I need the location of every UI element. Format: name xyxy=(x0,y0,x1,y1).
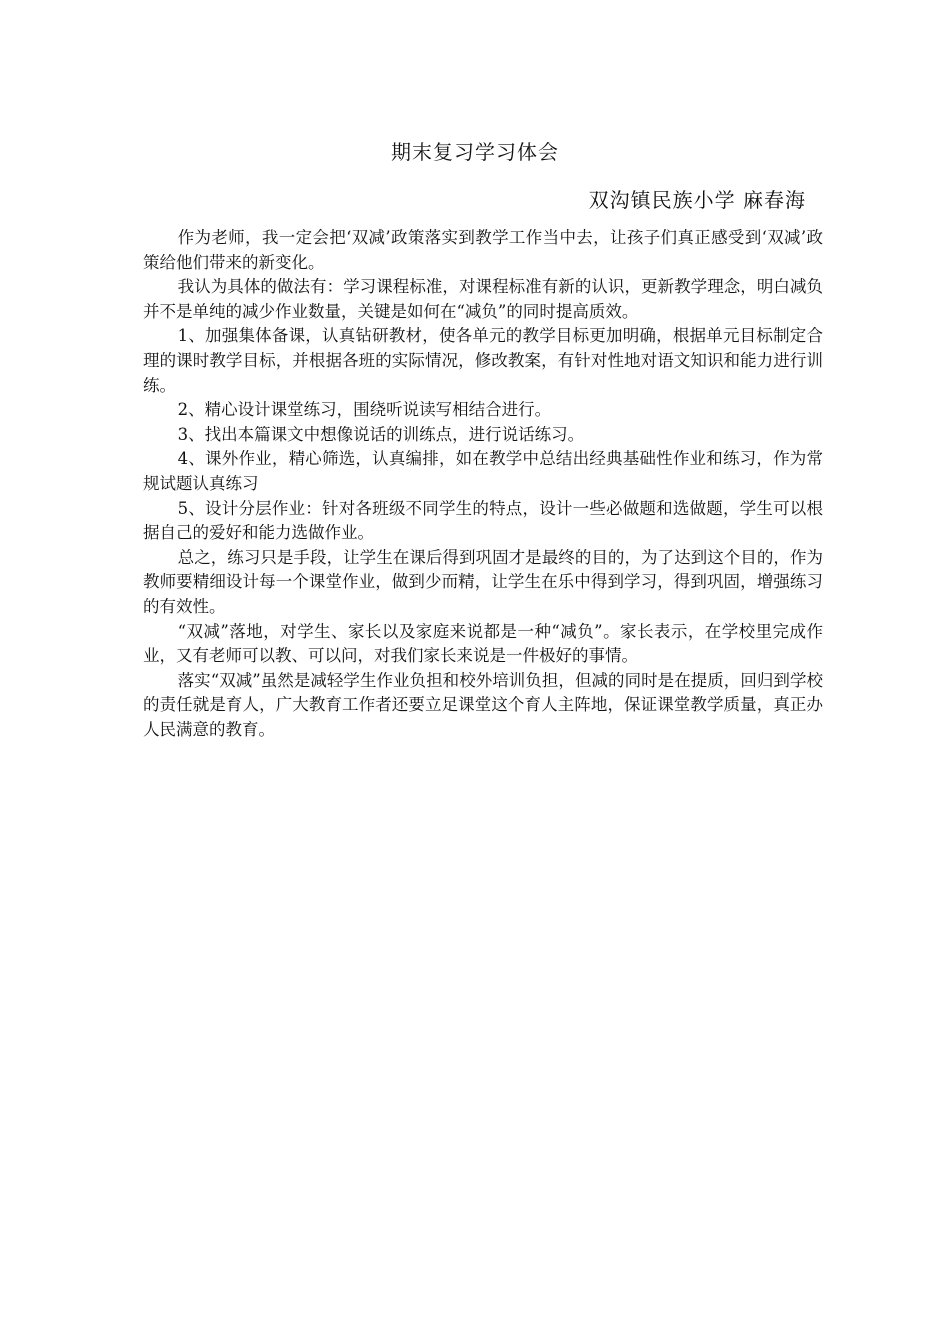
paragraph: 3、找出本篇课文中想像说话的训练点，进行说话练习。 xyxy=(177,424,585,444)
document-title: 期末复习学习体会 xyxy=(391,140,559,164)
paragraph: 5、设计分层作业：针对各班级不同学生的特点，设计一些必做题和选做题，学生可以根据自己的爱好和能力选做作业。 xyxy=(143,498,823,543)
paragraph: 1、加强集体备课，认真钻研教材，使各单元的教学目标更加明确，根据单元目标制定合理的课时教学目标，并根据各班的实际情况，修改教案，有针对性地对语文知识和能力进行训练。 xyxy=(143,326,823,395)
paragraph: 作为老师，我一定会把‘双减’政策落实到教学工作当中去，让孩子们真正感受到‘双减’政策给他们带来的新变化。 xyxy=(143,228,823,272)
paragraph: 总之，练习只是手段，让学生在课后得到巩固才是最终的目的，为了达到这个目的，作为教师要精细设计每一个课堂作业，做到少而精，让学生在乐中得到学习，得到巩固，增强练习的有效性。 xyxy=(143,547,823,616)
paragraph: 4、课外作业，精心筛选，认真编排，如在教学中总结出经典基础性作业和练习，作为常规试题认真练习 xyxy=(143,449,823,493)
paragraph: 落实“双减”虽然是减轻学生作业负担和校外培训负担，但减的同时是在提质，回归到学校的责任就是育人，广大教育工作者还要立足课堂这个育人主阵地，保证课堂教学质量，真正办人民满意的教育。 xyxy=(143,670,823,739)
document-body xyxy=(143,226,823,742)
document-author: 双沟镇民族小学 麻春海 xyxy=(588,188,806,212)
paragraph: 2、精心设计课堂练习，围绕听说读写相结合进行。 xyxy=(177,400,552,420)
paragraph: “双减”落地，对学生、家长以及家庭来说都是一种“减负”。家长表示，在学校里完成作业，又有老师可以教、可以问，对我们家长来说是一件极好的事情。 xyxy=(143,621,823,666)
paragraph: 我认为具体的做法有：学习课程标准，对课程标准有新的认识，更新教学理念，明白减负并不是单纯的减少作业数量，关键是如何在“减负”的同时提高质效。 xyxy=(143,277,823,321)
